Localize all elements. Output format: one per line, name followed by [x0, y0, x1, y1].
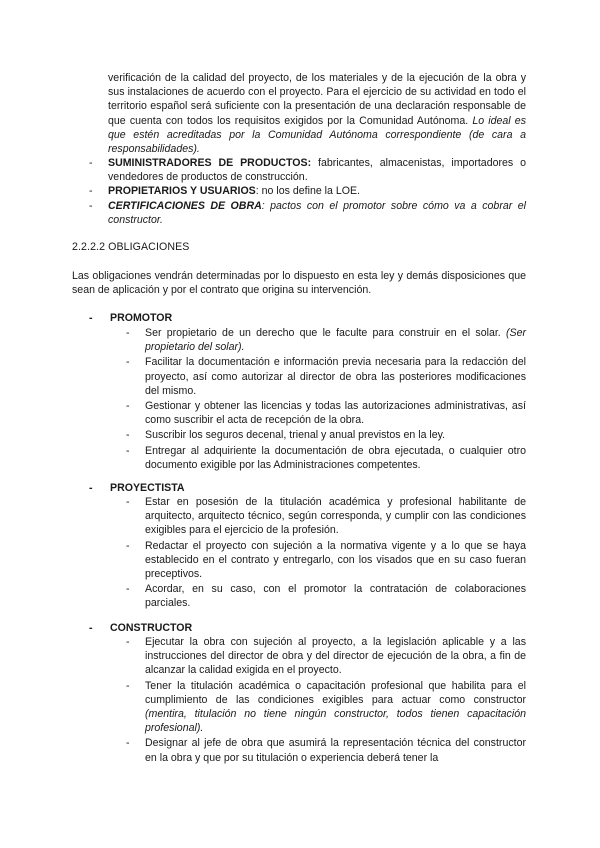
list-item — [126, 582, 526, 610]
dash-marker: - — [89, 157, 93, 169]
agent-title: PROPIETARIOS Y USUARIOS — [108, 185, 256, 198]
obligation-note: (mentira, titulación no tiene ningún constructor, todos tienen capacitación profesional). — [145, 708, 526, 735]
intro-paragraph — [108, 71, 526, 156]
dash-marker: - — [126, 356, 130, 369]
proyectista-obligations-list — [126, 495, 526, 612]
obligation-text: Entregar al adquiriente la documentación de obra ejecutada, o cualquier otro documento exigible por las Administraciones competentes. — [145, 444, 526, 471]
intro-text: verificación de la calidad del proyecto, de los materiales y de la ejecución de la obra y sus instalaciones de acuerdo con el proyecto. Para el ejercicio de su actividad en todo el territorio español será suficiente con la presentación de una declaración responsable de que cuenta con todos los requisitos exigidos por la Comunidad Autónoma. — [108, 72, 526, 127]
list-item — [126, 399, 526, 427]
dash-marker: - — [126, 636, 130, 648]
obligation-note: (Ser propietario del solar). — [145, 327, 526, 354]
obligation-text: Designar al jefe de obra que asumirá la representación técnica del constructor en la obra y que por su titulación o experiencia deberá tener la — [145, 737, 526, 764]
list-item — [126, 679, 526, 736]
obligation-text: Facilitar la documentación e información previa necesaria para la redacción del proyecto, así como autorizar al director de obra las posteriores modificaciones del mismo. — [145, 356, 526, 397]
role-heading-proyectista — [89, 481, 185, 495]
dash-marker: - — [126, 429, 130, 442]
agent-title: CERTIFICACIONES DE OBRA — [108, 199, 262, 212]
section-heading: 2.2.2.2 OBLIGACIONES — [72, 241, 190, 253]
dash-marker: - — [126, 444, 130, 457]
intro-note: Lo ideal es que estén acreditadas por la Comunidad Autónoma correspondiente (de cara a responsabilidades). — [108, 114, 526, 156]
list-item — [126, 635, 526, 678]
obligation-text: Tener la titulación académica o capacitación profesional que habilita para el cumplimiento de las condiciones exigibles para actuar como constructor — [145, 679, 526, 706]
dash-marker: - — [126, 496, 130, 508]
list-item — [126, 355, 526, 398]
obligation-text: Estar en posesión de la titulación académica y profesional habilitante de arquitecto, arquitecto técnico, según corresponda, y cumplir con las condiciones exigibles para el ejercicio de la profesión. — [145, 496, 526, 537]
role-heading-constructor — [89, 621, 192, 635]
agent-text: fabricantes, almacenistas, importadores o vendedores de productos de construcción. — [108, 157, 526, 184]
section-paragraph: Las obligaciones vendrán determinadas por lo dispuesto en esta ley y demás disposiciones que sean de aplicación y por el contrato que origina su intervención. — [72, 270, 526, 297]
list-item — [126, 495, 526, 538]
obligation-text: Redactar el proyecto con sujeción a la normativa vigente y a lo que se haya establecido en el contrato y entregarlo, con los visados que en su caso fueran preceptivos. — [145, 539, 526, 581]
role-title: CONSTRUCTOR — [110, 622, 193, 634]
dash-marker: - — [89, 199, 93, 212]
list-item — [89, 156, 526, 184]
list-item — [126, 539, 526, 582]
dash-marker: - — [126, 539, 130, 552]
dash-marker: - — [126, 679, 130, 692]
obligation-text: Acordar, en su caso, con el promotor la contratación de colaboraciones parciales. — [145, 583, 526, 610]
list-item — [126, 428, 526, 442]
dash-marker: - — [126, 583, 130, 596]
dash-marker: - — [126, 737, 130, 750]
agent-text: : no los define la LOE. — [255, 185, 361, 198]
obligation-text: Ejecutar la obra con sujeción al proyecto, a la legislación aplicable y a las instrucciones del director de obra y del director de ejecución de la obra, a fin de alcanzar la calidad exigida en el proyecto. — [145, 636, 526, 677]
agents-list — [89, 156, 526, 227]
dash-marker: - — [89, 482, 93, 494]
role-title: PROMOTOR — [110, 312, 173, 324]
obligation-text: Ser propietario de un derecho que le faculte para construir en el solar. — [145, 327, 506, 339]
obligation-text: Gestionar y obtener las licencias y todas las autorizaciones administrativas, así como suscribir el acta de recepción de la obra. — [145, 400, 526, 427]
agent-title: SUMINISTRADORES DE PRODUCTOS: — [108, 157, 312, 169]
list-item — [126, 444, 526, 472]
agent-text: : pactos con el promotor sobre cómo va a cobrar el constructor. — [108, 199, 526, 226]
obligation-text: Suscribir los seguros decenal, trienal y anual previstos en la ley. — [145, 429, 446, 442]
dash-marker: - — [126, 400, 130, 413]
list-item — [89, 199, 526, 227]
promotor-obligations-list — [126, 326, 526, 473]
list-item — [126, 736, 526, 764]
role-heading-promotor — [89, 311, 172, 325]
list-item — [126, 326, 526, 354]
dash-marker: - — [89, 312, 93, 324]
role-title: PROYECTISTA — [110, 482, 185, 494]
list-item — [89, 184, 526, 198]
constructor-obligations-list — [126, 635, 526, 766]
dash-marker: - — [89, 622, 93, 634]
dash-marker: - — [89, 185, 93, 198]
dash-marker: - — [126, 327, 130, 339]
